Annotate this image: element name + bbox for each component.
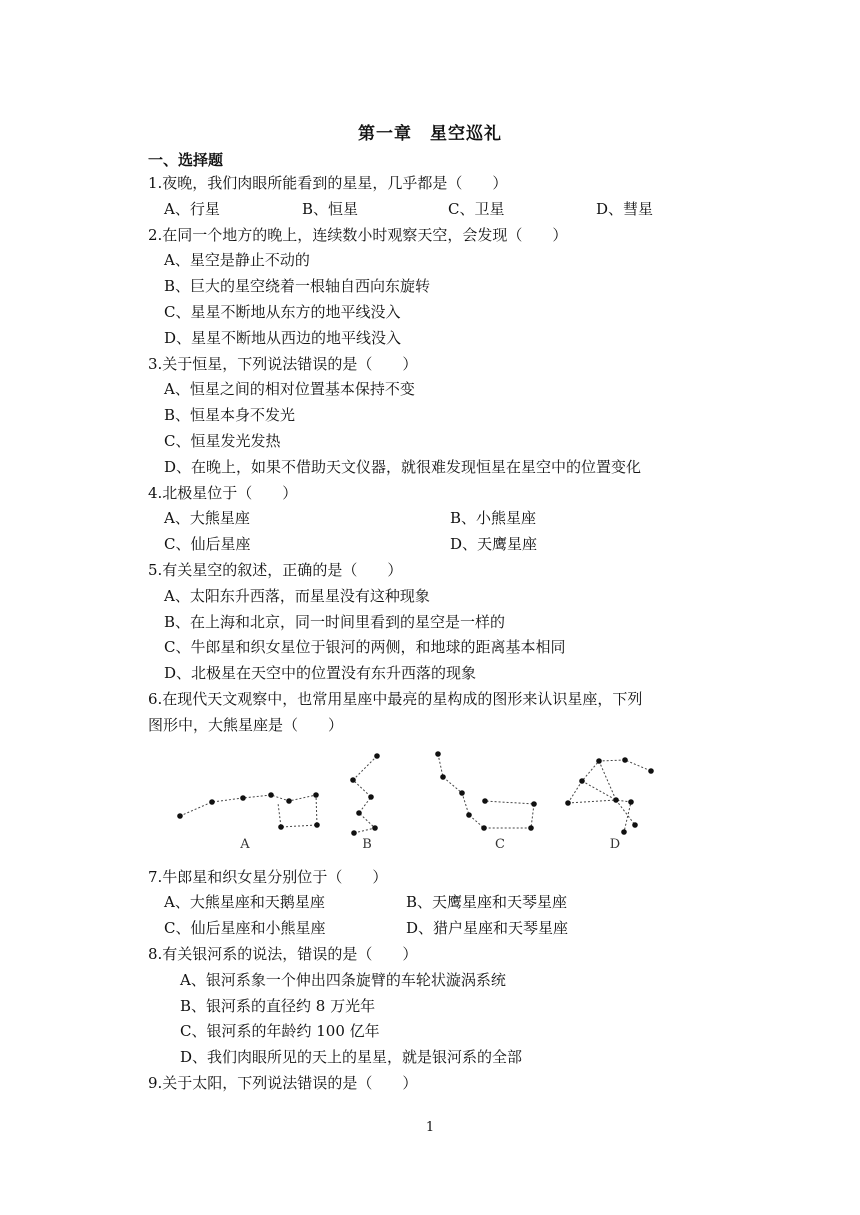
figure-label-c: C [495, 836, 505, 852]
option: A、行星 [164, 199, 220, 218]
option: B、恒星 [302, 199, 359, 218]
question-2-stem: 2.在同一个地方的晚上，连续数小时观察天空，会发现（ ） [148, 225, 568, 244]
option: D、在晚上，如果不借助天文仪器，就很难发现恒星在星空中的位置变化 [164, 457, 642, 476]
constellation-figure [148, 743, 728, 865]
question-7-stem: 7.牛郎星和织女星分别位于（ ） [148, 867, 388, 886]
question-3-stem: 3.关于恒星，下列说法错误的是（ ） [148, 354, 418, 373]
question-4-stem: 4.北极星位于（ ） [148, 483, 298, 502]
option: D、北极星在天空中的位置没有东升西落的现象 [164, 664, 477, 683]
question-6-stem-line-1: 6.在现代天文观察中，也常用星座中最亮的星构成的图形来认识星座，下列 [148, 689, 643, 708]
constellation-c [438, 754, 534, 828]
title-topic: 星空巡礼 [430, 124, 502, 144]
page-title [0, 119, 860, 144]
option: D、星星不断地从西边的地平线没入 [164, 328, 402, 347]
option: C、星星不断地从东方的地平线没入 [164, 302, 401, 321]
option: B、恒星本身不发光 [164, 406, 296, 425]
constellation-diagrams [148, 743, 728, 865]
option: C、银河系的年龄约 100 亿年 [180, 1022, 380, 1041]
option: D、猎户星座和天琴星座 [406, 919, 569, 938]
constellation-c-stars [435, 751, 537, 831]
option: B、在上海和北京，同一时间里看到的星空是一样的 [164, 612, 506, 631]
section-heading: 一、选择题 [148, 151, 224, 169]
question-7-options-row-2 [148, 916, 728, 942]
figure-label-d: D [609, 836, 621, 852]
option: C、卫星 [448, 199, 505, 218]
question-list [148, 171, 728, 1097]
option: A、大熊星座 [164, 509, 250, 528]
question-5-stem: 5.有关星空的叙述，正确的是（ ） [148, 560, 403, 579]
option: C、仙后星座 [164, 535, 251, 554]
page-number: 1 [425, 1120, 435, 1135]
question-6-stem-line-2: 图形中，大熊星座是（ ） [148, 715, 344, 734]
question-4-options-row-1 [148, 506, 728, 532]
option: A、银河系象一个伸出四条旋臂的车轮状漩涡系统 [180, 970, 506, 989]
figure-label-a: A [240, 836, 250, 852]
constellation-d [568, 760, 651, 832]
option: B、天鹰星座和天琴星座 [406, 893, 568, 912]
option: A、星空是静止不动的 [164, 251, 310, 270]
option: B、小熊星座 [450, 509, 537, 528]
question-4-options-row-2 [148, 532, 728, 558]
option: A、大熊星座和天鹅星座 [164, 893, 325, 912]
title-chapter: 第一章 [358, 124, 412, 144]
constellation-b-stars [350, 753, 380, 836]
option: D、我们肉眼所见的天上的星星，就是银河系的全部 [180, 1048, 523, 1067]
question-9-stem: 9.关于太阳，下列说法错误的是（ ） [148, 1073, 418, 1092]
constellation-a-stars [177, 792, 320, 830]
question-1-options [148, 197, 728, 223]
option: A、太阳东升西落，而星星没有这种现象 [164, 586, 430, 605]
constellation-d-stars [565, 757, 654, 835]
option: D、彗星 [596, 199, 654, 218]
option: C、仙后星座和小熊星座 [164, 919, 326, 938]
option: A、恒星之间的相对位置基本保持不变 [164, 380, 415, 399]
figure-label-b: B [362, 836, 372, 852]
option: C、恒星发光发热 [164, 431, 281, 450]
option: B、银河系的直径约 8 万光年 [180, 996, 376, 1015]
constellation-b [353, 756, 377, 833]
option: B、巨大的星空绕着一根轴自西向东旋转 [164, 277, 431, 296]
question-1-stem: 1.夜晚，我们肉眼所能看到的星星，几乎都是（ ） [148, 174, 508, 192]
option: D、天鹰星座 [450, 535, 538, 554]
constellation-a [180, 795, 317, 827]
question-8-stem: 8.有关银河系的说法，错误的是（ ） [148, 944, 418, 963]
question-7-options-row-1 [148, 890, 728, 916]
option: C、牛郎星和织女星位于银河的两侧，和地球的距离基本相同 [164, 638, 566, 657]
